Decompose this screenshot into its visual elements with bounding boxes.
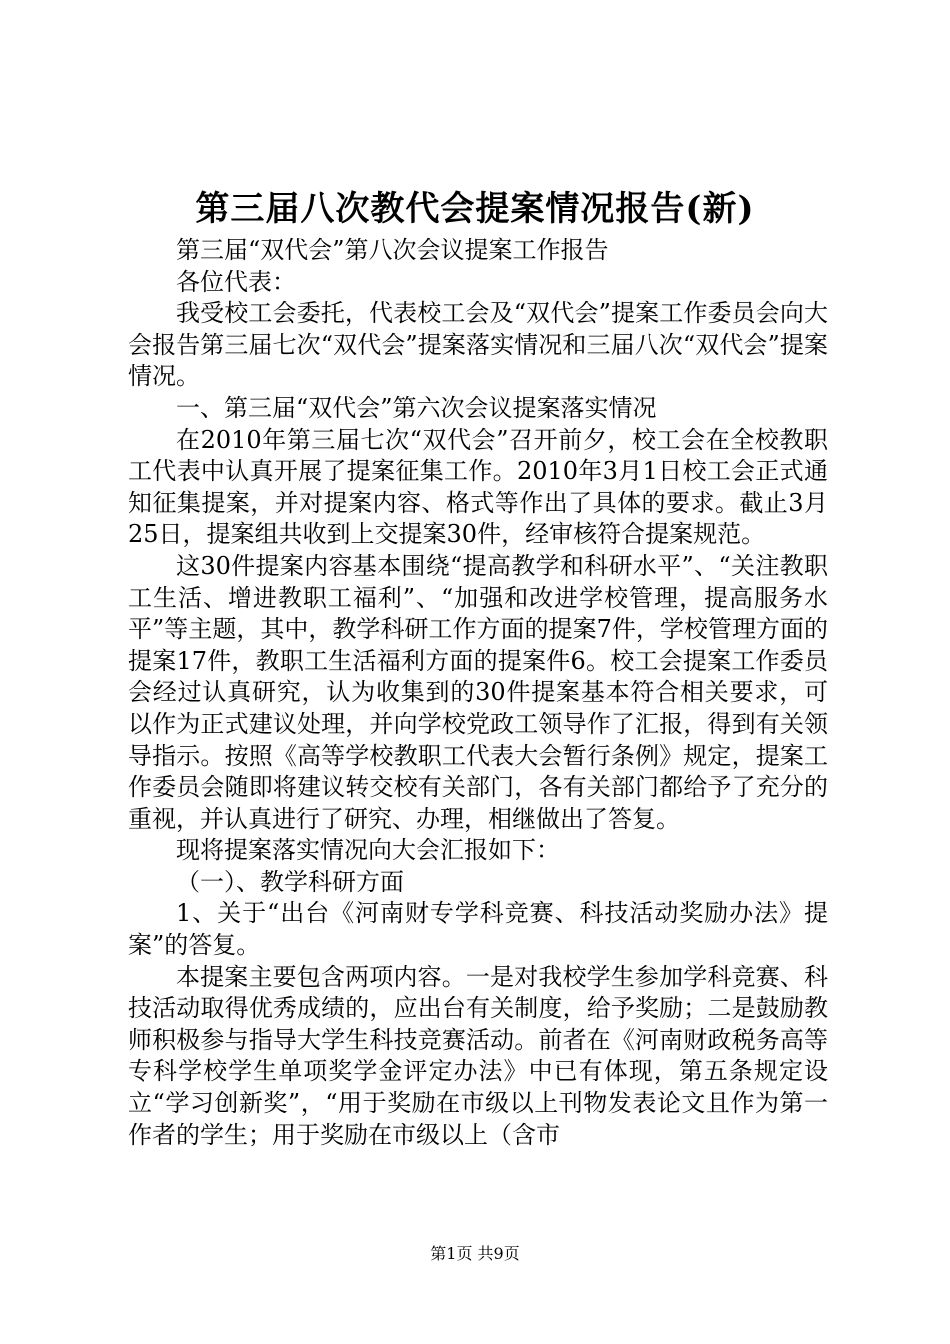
subsection-heading-teaching: （一）、教学科研方面	[176, 867, 404, 896]
item-heading-1: 1、关于“出台《河南财专学科竞赛、科技活动奖励办法》提案”的答复。	[128, 899, 828, 960]
paragraph-item-1-detail: 本提案主要包含两项内容。一是对我校学生参加学科竞赛、科技活动取得优秀成绩的，应出台有关制度，给予奖励；二是鼓励教师积极参与指导大学生科技竞赛活动。前者在《河南财政税务高等专科学校学生单项奖学金评定办法》中已有体现，第五条规定设立“学习创新奖”，“用于奖励在市级以上刊物发表论文且作为第一作者的学生；用于奖励在市级以上（含市	[128, 962, 828, 1149]
page-footer: 第1页 共9页	[430, 1244, 520, 1263]
paragraph-report-heading: 第三届“双代会”第八次会议提案工作报告	[176, 236, 609, 264]
paragraph-introduction: 我受校工会委托，代表校工会及“双代会”提案工作委员会向大会报告第三届七次“双代会”提案落实情况和三届八次“双代会”提案情况。	[128, 299, 828, 391]
document-title: 第三届八次教代会提案情况报告(新)	[195, 189, 755, 229]
paragraph-salutation: 各位代表：	[176, 267, 296, 296]
section-heading-1: 一、第三届“双代会”第六次会议提案落实情况	[176, 393, 657, 422]
document-body	[128, 235, 828, 1151]
paragraph-proposal-summary: 这30件提案内容基本围绕“提高教学和科研水平”、“关注教职工生活、增进教职工福利”、“加强和改进学校管理，提高服务水平”等主题，其中，教学科研工作方面的提案7件，学校管理方面的提案17件，教职工生活福利方面的提案件6。校工会提案工作委员会经过认真研究，认为收集到的30件提案基本符合相关要求，可以作为正式建议处理，并向学校党政工领导作了汇报，得到有关领导指示。按照《高等学校教职工代表大会暂行条例》规定，提案工作委员会随即将建议转交校有关部门，各有关部门都给予了充分的重视，并认真进行了研究、办理，相继做出了答复。	[128, 551, 828, 833]
paragraph-collection: 在2010年第三届七次“双代会”召开前夕，校工会在全校教职工代表中认真开展了提案征集工作。2010年3月1日校工会正式通知征集提案，并对提案内容、格式等作出了具体的要求。截止3月25日，提案组共收到上交提案30件，经审核符合提案规范。	[128, 425, 828, 549]
paragraph-report-intro: 现将提案落实情况向大会汇报如下：	[176, 836, 560, 865]
